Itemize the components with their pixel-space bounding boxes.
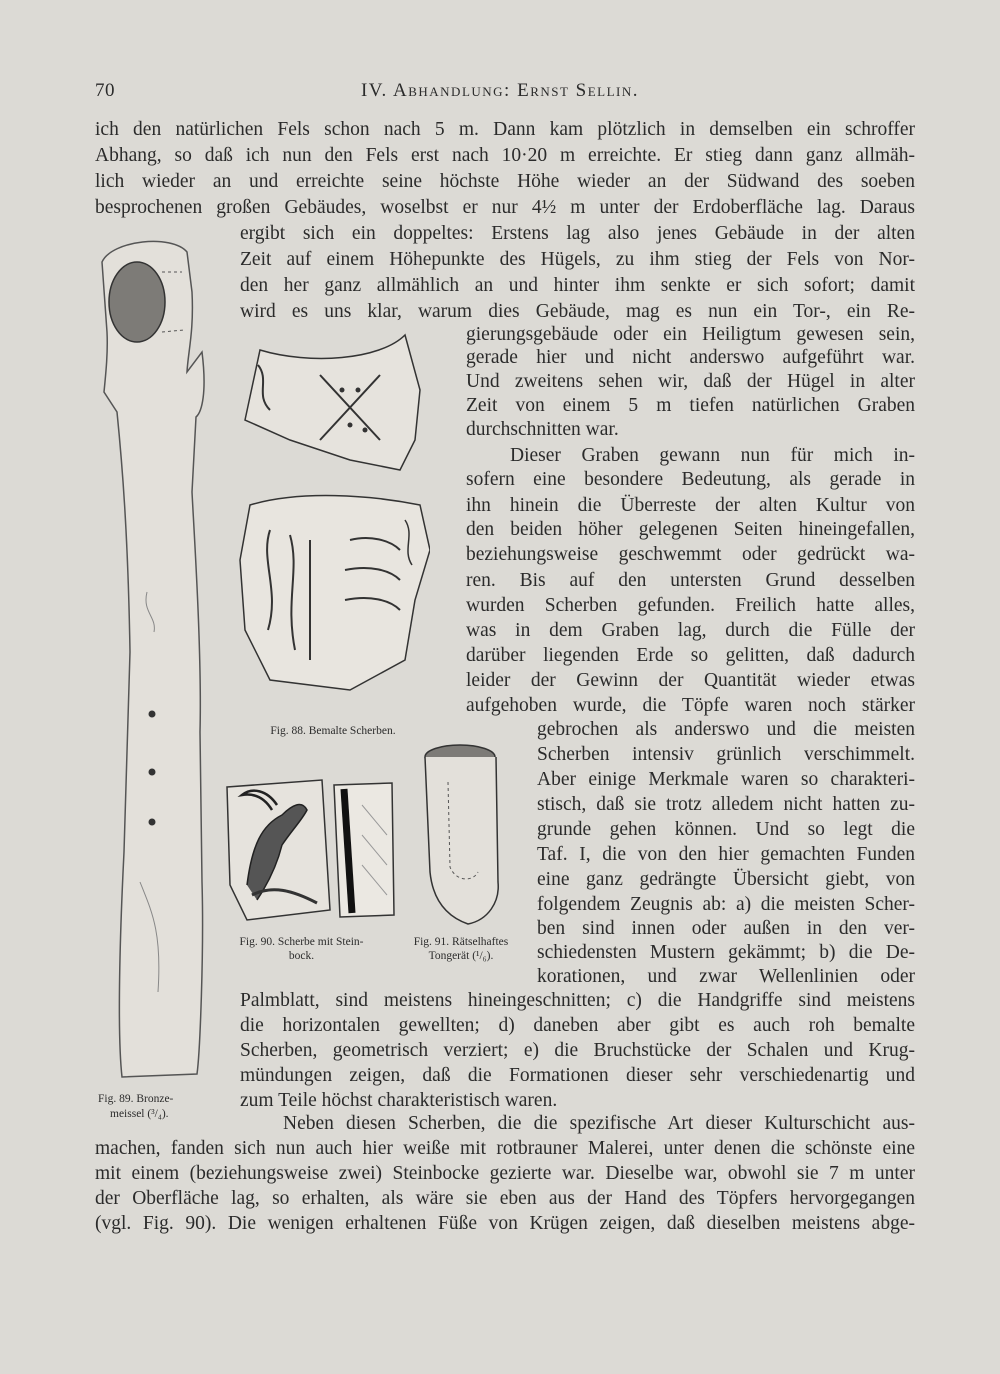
text-line: beziehungsweise geschwemmt oder gedrückt wa- (466, 544, 915, 565)
text-line: mündungen zeigen, daß die Formationen dieser sehr verschiedenartig und (240, 1065, 915, 1086)
text-line: eine ganz gedrängte Übersicht giebt, von (537, 869, 915, 890)
text-line: gebrochen als anderswo und die meisten (537, 719, 915, 740)
text-line: Neben diesen Scherben, die die spezifische Art dieser Kulturschicht aus- (283, 1113, 915, 1134)
text-line: besprochenen großen Gebäudes, woselbst er nur 4½ m unter der Erdoberfläche lag. Daraus (95, 197, 915, 218)
sherd-lower (240, 496, 430, 690)
text-line: stisch, daß sie trotz alledem nicht hatten zu- (537, 794, 915, 815)
text-line: Scherben intensiv grünlich verschimmelt. (537, 744, 915, 765)
chisel-socket (109, 262, 165, 342)
text-line: folgendem Zeugnis ab: a) die meisten Scher- (537, 894, 915, 915)
text-line: Zeit von einem 5 m tiefen natürlichen Graben (466, 395, 915, 416)
text-line: zum Teile höchst charakteristisch waren. (240, 1090, 558, 1111)
running-title: IV. Abhandlung: Ernst Sellin. (360, 80, 640, 101)
text-line: der Oberfläche lag, so erhalten, als wäre sie eben aus der Hand des Töpfers hervorgegangen (95, 1188, 915, 1209)
text-line: mit einem (beziehungsweise zwei) Steinbocke gezierte war. Dieselbe war, obwohl sie 7 m unter (95, 1163, 915, 1184)
text-line: schiedensten Mustern gekämmt; b) die De- (537, 942, 915, 963)
fig90-ibex-sherd-illustration (222, 775, 398, 925)
text-line: Dieser Graben gewann nun für mich in- (510, 445, 915, 466)
text-line: korationen, und zwar Wellenlinien oder (537, 966, 915, 987)
text-line: wird es uns klar, warum dies Gebäude, mag es nun ein Tor-, ein Re- (240, 301, 915, 322)
text-line: grunde gehen können. Und so legt die (537, 819, 915, 840)
text-line: gerade hier und nicht anderswo aufgeführt war. (466, 347, 915, 368)
text-line: durchschnitten war. (466, 419, 619, 440)
text-line: gierungsgebäude oder ein Heiligtum gewesen sein, (466, 324, 915, 345)
fig91-clay-object-illustration (418, 742, 508, 932)
text-line: Taf. I, die von den hier gemachten Funden (537, 844, 915, 865)
text-line: ergibt sich ein doppeltes: Erstens lag also jenes Gebäude in der alten (240, 223, 915, 244)
text-line: machen, fanden sich nun auch hier weiße mit rotbrauner Malerei, unter denen die schönste eine (95, 1138, 915, 1159)
text-line: den her ganz allmählich an und hinter ihm senkte er sich sofort; damit (240, 275, 915, 296)
page-number: 70 (95, 80, 115, 101)
text-line: die horizontalen gewellten; d) daneben aber gibt es auch roh bemalte (240, 1015, 915, 1036)
text-line: sofern eine besondere Bedeutung, als gerade in (466, 469, 915, 490)
fig88-caption: Fig. 88. Bemalte Scherben. (270, 725, 396, 737)
text-line: ich den natürlichen Fels schon nach 5 m. Dann kam plötzlich in demselben ein schroffer (95, 119, 915, 140)
text-line: Und zweitens sehen wir, daß der Hügel in alter (466, 371, 915, 392)
fig89-caption-line2: meissel (³/₄). (110, 1108, 169, 1120)
text-line: ihn hinein die Überreste der alten Kultur von (466, 495, 915, 516)
sherd-upper (245, 335, 420, 470)
hole (149, 711, 156, 718)
text-line: Abhang, so daß ich nun den Fels erst nach 10·20 m erreichte. Er stieg dann ganz allmäh- (95, 145, 915, 166)
text-line: lich wieder an und erreichte seine höchste Höhe wieder an der Südwand des soeben (95, 171, 915, 192)
text-line: was in dem Graben lag, durch die Fülle der (466, 620, 915, 641)
text-line: Palmblatt, sind meistens hineingeschnitten; c) die Handgriffe sind meistens (240, 990, 915, 1011)
text-line: Aber einige Merkmale waren so charakteri- (537, 769, 915, 790)
fig88-painted-sherds-illustration (230, 330, 430, 700)
text-line: den beiden höher gelegenen Seiten hineingefallen, (466, 519, 915, 540)
text-line: ren. Bis auf den untersten Grund desselben (466, 570, 915, 591)
text-line: wurden Scherben gefunden. Freilich hatte alles, (466, 595, 915, 616)
fig91-caption-line1: Fig. 91. Rätselhaftes (413, 936, 509, 948)
text-line: Zeit auf einem Höhepunkte des Hügels, zu ihm stieg der Fels von Nor- (240, 249, 915, 270)
text-line: aufgehoben wurde, die Töpfe waren noch stärker (466, 695, 915, 716)
text-line: ben sind innen oder außen in den ver- (537, 918, 915, 939)
fig90-caption-line1: Fig. 90. Scherbe mit Stein- (239, 936, 364, 948)
text-line: (vgl. Fig. 90). Die wenigen erhaltenen Füße von Krügen zeigen, daß dieselben meistens abge- (95, 1213, 915, 1234)
text-line: darüber liegenden Erde so gelitten, daß dadurch (466, 645, 915, 666)
fig91-caption-line2: Tongerät (¹/₆). (428, 950, 494, 962)
hole (149, 769, 156, 776)
text-line: Scherben, geometrisch verziert; e) die Bruchstücke der Schalen und Krug- (240, 1040, 915, 1061)
text-line: leider der Gewinn der Quantität wieder etwas (466, 670, 915, 691)
hole (149, 819, 156, 826)
fig89-caption-line1: Fig. 89. Bronze- (98, 1093, 174, 1105)
fig89-bronze-chisel-illustration (92, 232, 222, 1084)
fig90-caption-line2: bock. (288, 950, 315, 962)
